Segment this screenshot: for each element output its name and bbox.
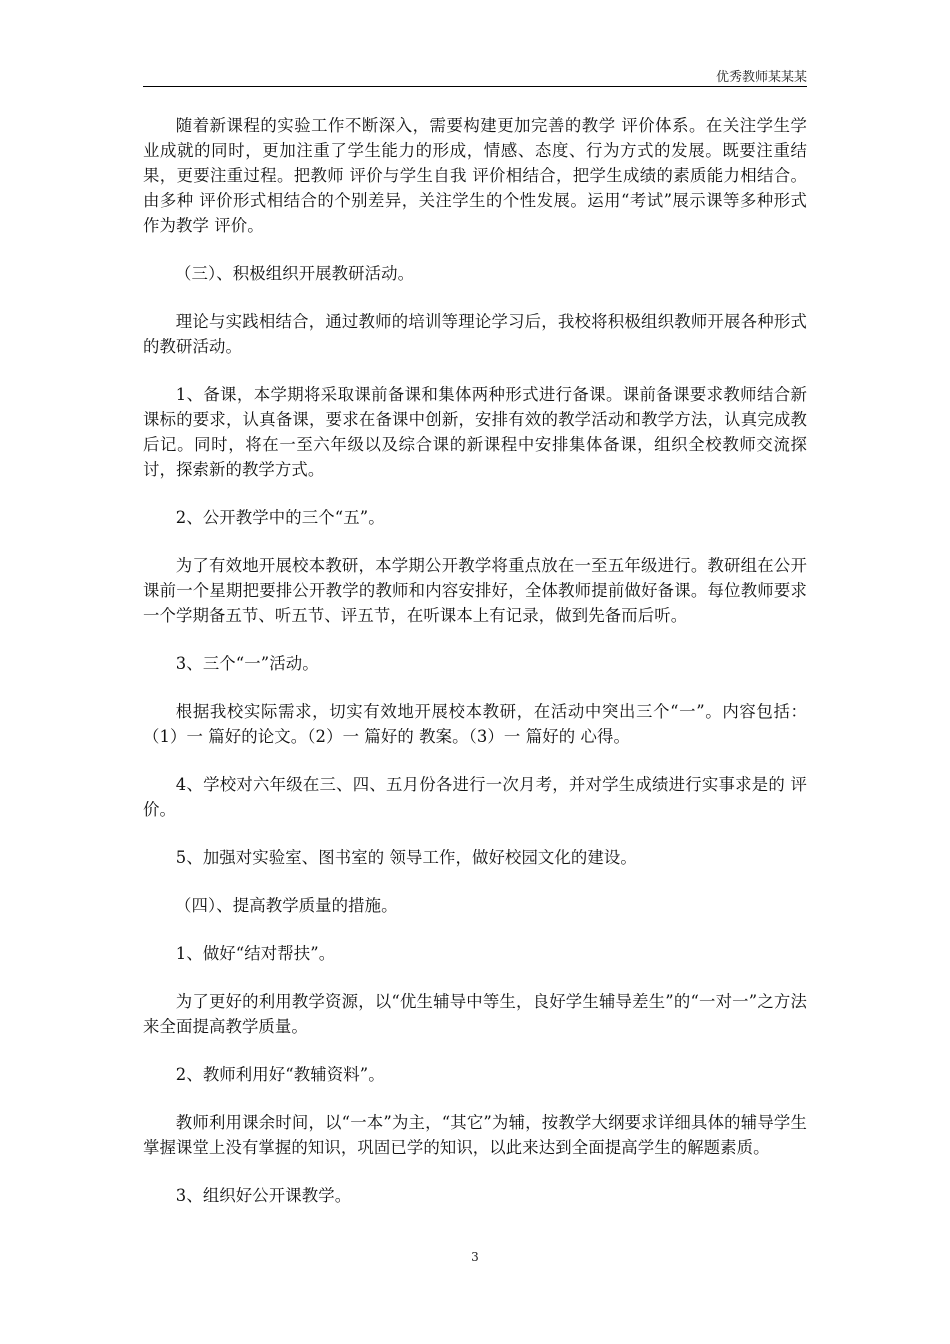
document-body: [143, 113, 807, 1208]
paragraph-lesson-prep: 1、备课，本学期将采取课前备课和集体两种形式进行备课。课前备课要求教师结合新课标的要求，认真备课，要求在备课中创新，安排有效的教学活动和教学方法，认真完成教后记。同时，将在一至六年级以及综合课的新课程中安排集体备课，组织全校教师交流探讨，探索新的教学方式。: [143, 385, 807, 479]
section-heading-four: （四）、提高教学质量的措施。: [174, 896, 398, 915]
page-number: 3: [471, 1250, 479, 1264]
paragraph-evaluation-system: 随着新课程的实验工作不断深入，需要构建更加完善的教学 评价体系。在关注学生学业成就的同时，更加注重了学生能力的形成，情感、态度、行为方式的发展。既要注重结果，更要注重过程。把教师 评价与学生自我 评价相结合，把学生成绩的素质能力相结合。由多种 评价形式相结合的个别差异，关注学生的个性发展。运用“考试”展示课等多种形式作为教学 评价。: [143, 116, 807, 235]
paragraph-materials: 教师利用课余时间，以“一本”为主，“其它”为辅，按教学大纲要求详细具体的辅导学生掌握课堂上没有掌握的知识，巩固已学的知识，以此来达到全面提高学生的解题素质。: [143, 1113, 807, 1157]
paragraph-three-ones: 根据我校实际需求，切实有效地开展校本教研，在活动中突出三个“一”。内容包括：（1）一 篇好的论文。（2）一 篇好的 教案。（3）一 篇好的 心得。: [143, 702, 807, 746]
subheading-open-class: 3、组织好公开课教学。: [175, 1186, 352, 1205]
subheading-three-ones: 3、三个“一”活动。: [175, 654, 319, 673]
paragraph-monthly-exams: 4、学校对六年级在三、四、五月份各进行一次月考，并对学生成绩进行实事求是的 评价。: [143, 775, 807, 819]
subheading-materials: 2、教师利用好“教辅资料”。: [175, 1065, 385, 1084]
running-header: 优秀教师某某某: [715, 70, 807, 85]
paragraph-pairing: 为了更好的利用教学资源，以“优生辅导中等生，良好学生辅导差生”的“一对一”之方法来全面提高教学质量。: [143, 992, 807, 1036]
header-divider: [143, 86, 807, 87]
paragraph-theory-practice: 理论与实践相结合，通过教师的培训等理论学习后，我校将积极组织教师开展各种形式的教研活动。: [143, 312, 807, 356]
paragraph-open-teaching: 为了有效地开展校本教研，本学期公开教学将重点放在一至五年级进行。教研组在公开课前一个星期把要排公开教学的教师和内容安排好，全体教师提前做好备课。每位教师要求一个学期备五节、听五节、评五节，在听课本上有记录，做到先备而后听。: [143, 556, 807, 625]
section-heading-three: （三）、积极组织开展教研活动。: [174, 264, 415, 283]
paragraph-labs-library: 5、加强对实验室、图书室的 领导工作，做好校园文化的建设。: [175, 848, 637, 867]
subheading-pairing: 1、做好“结对帮扶”。: [175, 944, 336, 963]
subheading-three-fives: 2、公开教学中的三个“五”。: [175, 508, 385, 527]
